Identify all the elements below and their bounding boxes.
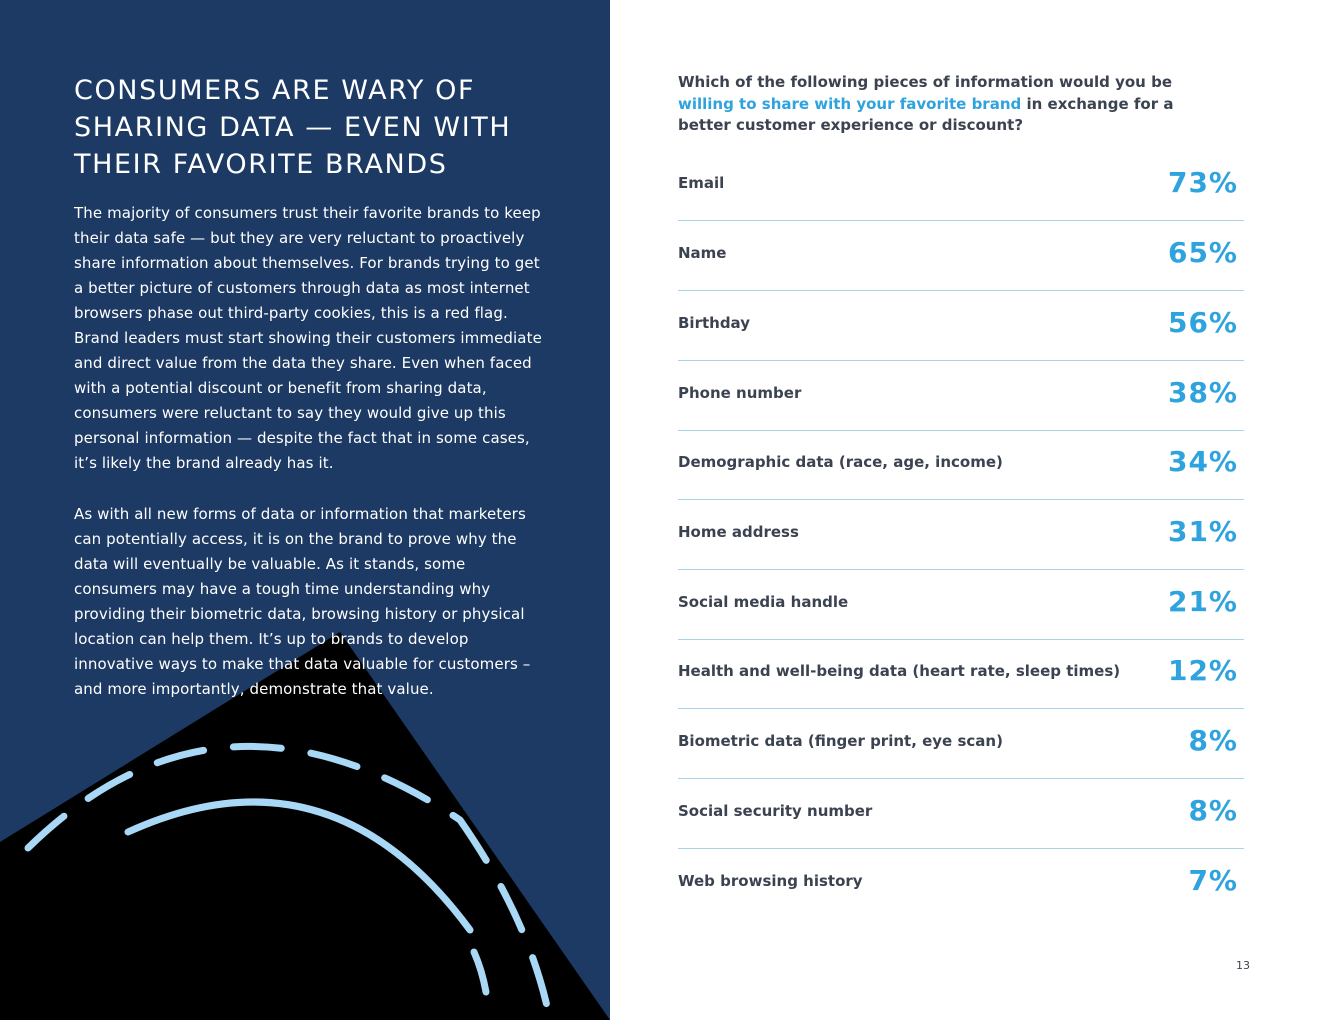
result-percent: 34% xyxy=(1167,445,1238,478)
result-row xyxy=(678,708,1244,779)
question-text-end: in exchange for a better customer experience or discount? xyxy=(678,94,1174,134)
intro-paragraph-1: The majority of consumers trust their favorite brands to keep their data safe — but they are very reluctant to proactively share information about themselves. For brands trying to get a better picture of customers through data as most internet browsers phase out third-party cookies, this is a red flag. Brand leaders must start showing their customers immediate and direct value from the data they share. Even when faced with a potential discount or benefit from sharing data, consumers were reluctant to say they would give up this personal information — despite the fact that in some cases, it’s likely the brand already has it. xyxy=(74,204,542,472)
result-row xyxy=(678,220,1244,291)
survey-question xyxy=(678,72,1198,137)
result-percent: 8% xyxy=(1188,794,1238,827)
result-row xyxy=(678,848,1244,918)
result-label: Web browsing history xyxy=(678,872,863,890)
result-percent: 56% xyxy=(1167,306,1238,339)
result-label: Social security number xyxy=(678,802,873,820)
result-label: Phone number xyxy=(678,384,802,402)
result-row xyxy=(678,569,1244,640)
result-row xyxy=(678,778,1244,849)
result-percent: 12% xyxy=(1167,654,1238,687)
result-label: Birthday xyxy=(678,314,750,332)
result-percent: 31% xyxy=(1167,515,1238,548)
page-number: 13 xyxy=(1236,959,1250,972)
result-label: Email xyxy=(678,174,725,192)
result-row xyxy=(678,499,1244,570)
result-percent: 21% xyxy=(1167,585,1238,618)
result-label: Demographic data (race, age, income) xyxy=(678,453,1003,471)
result-percent: 65% xyxy=(1167,236,1238,269)
question-highlight: willing to share with your favorite brand xyxy=(678,94,1022,113)
result-label: Health and well-being data (heart rate, sleep times) xyxy=(678,662,1121,680)
question-text-start: Which of the following pieces of information would you be xyxy=(678,73,1172,91)
survey-results-panel xyxy=(678,72,1244,897)
intro-paragraph-2: As with all new forms of data or information that marketers can potentially access, it is on the brand to prove why the data will eventually be valuable. As it stands, some consumers may have a tough time understanding why providing their biometric data, browsing history or physical location can help them. It’s up to brands to develop innovative ways to make that data valuable for customers – and more importantly, demonstrate that value. xyxy=(74,505,531,698)
result-label: Social media handle xyxy=(678,593,849,611)
result-row xyxy=(678,429,1244,500)
left-panel xyxy=(0,0,610,1020)
result-row xyxy=(678,638,1244,709)
result-percent: 73% xyxy=(1167,166,1238,199)
result-row xyxy=(678,290,1244,361)
result-label: Biometric data (finger print, eye scan) xyxy=(678,732,1003,750)
result-label: Name xyxy=(678,244,727,262)
headline: CONSUMERS ARE WARY OF SHARING DATA — EVEN WITH THEIR FAVORITE BRANDS xyxy=(74,75,512,180)
result-percent: 8% xyxy=(1188,724,1238,757)
result-label: Home address xyxy=(678,523,799,541)
result-row xyxy=(678,360,1244,431)
result-percent: 38% xyxy=(1167,376,1238,409)
result-percent: 7% xyxy=(1188,864,1238,897)
result-row xyxy=(678,150,1244,221)
